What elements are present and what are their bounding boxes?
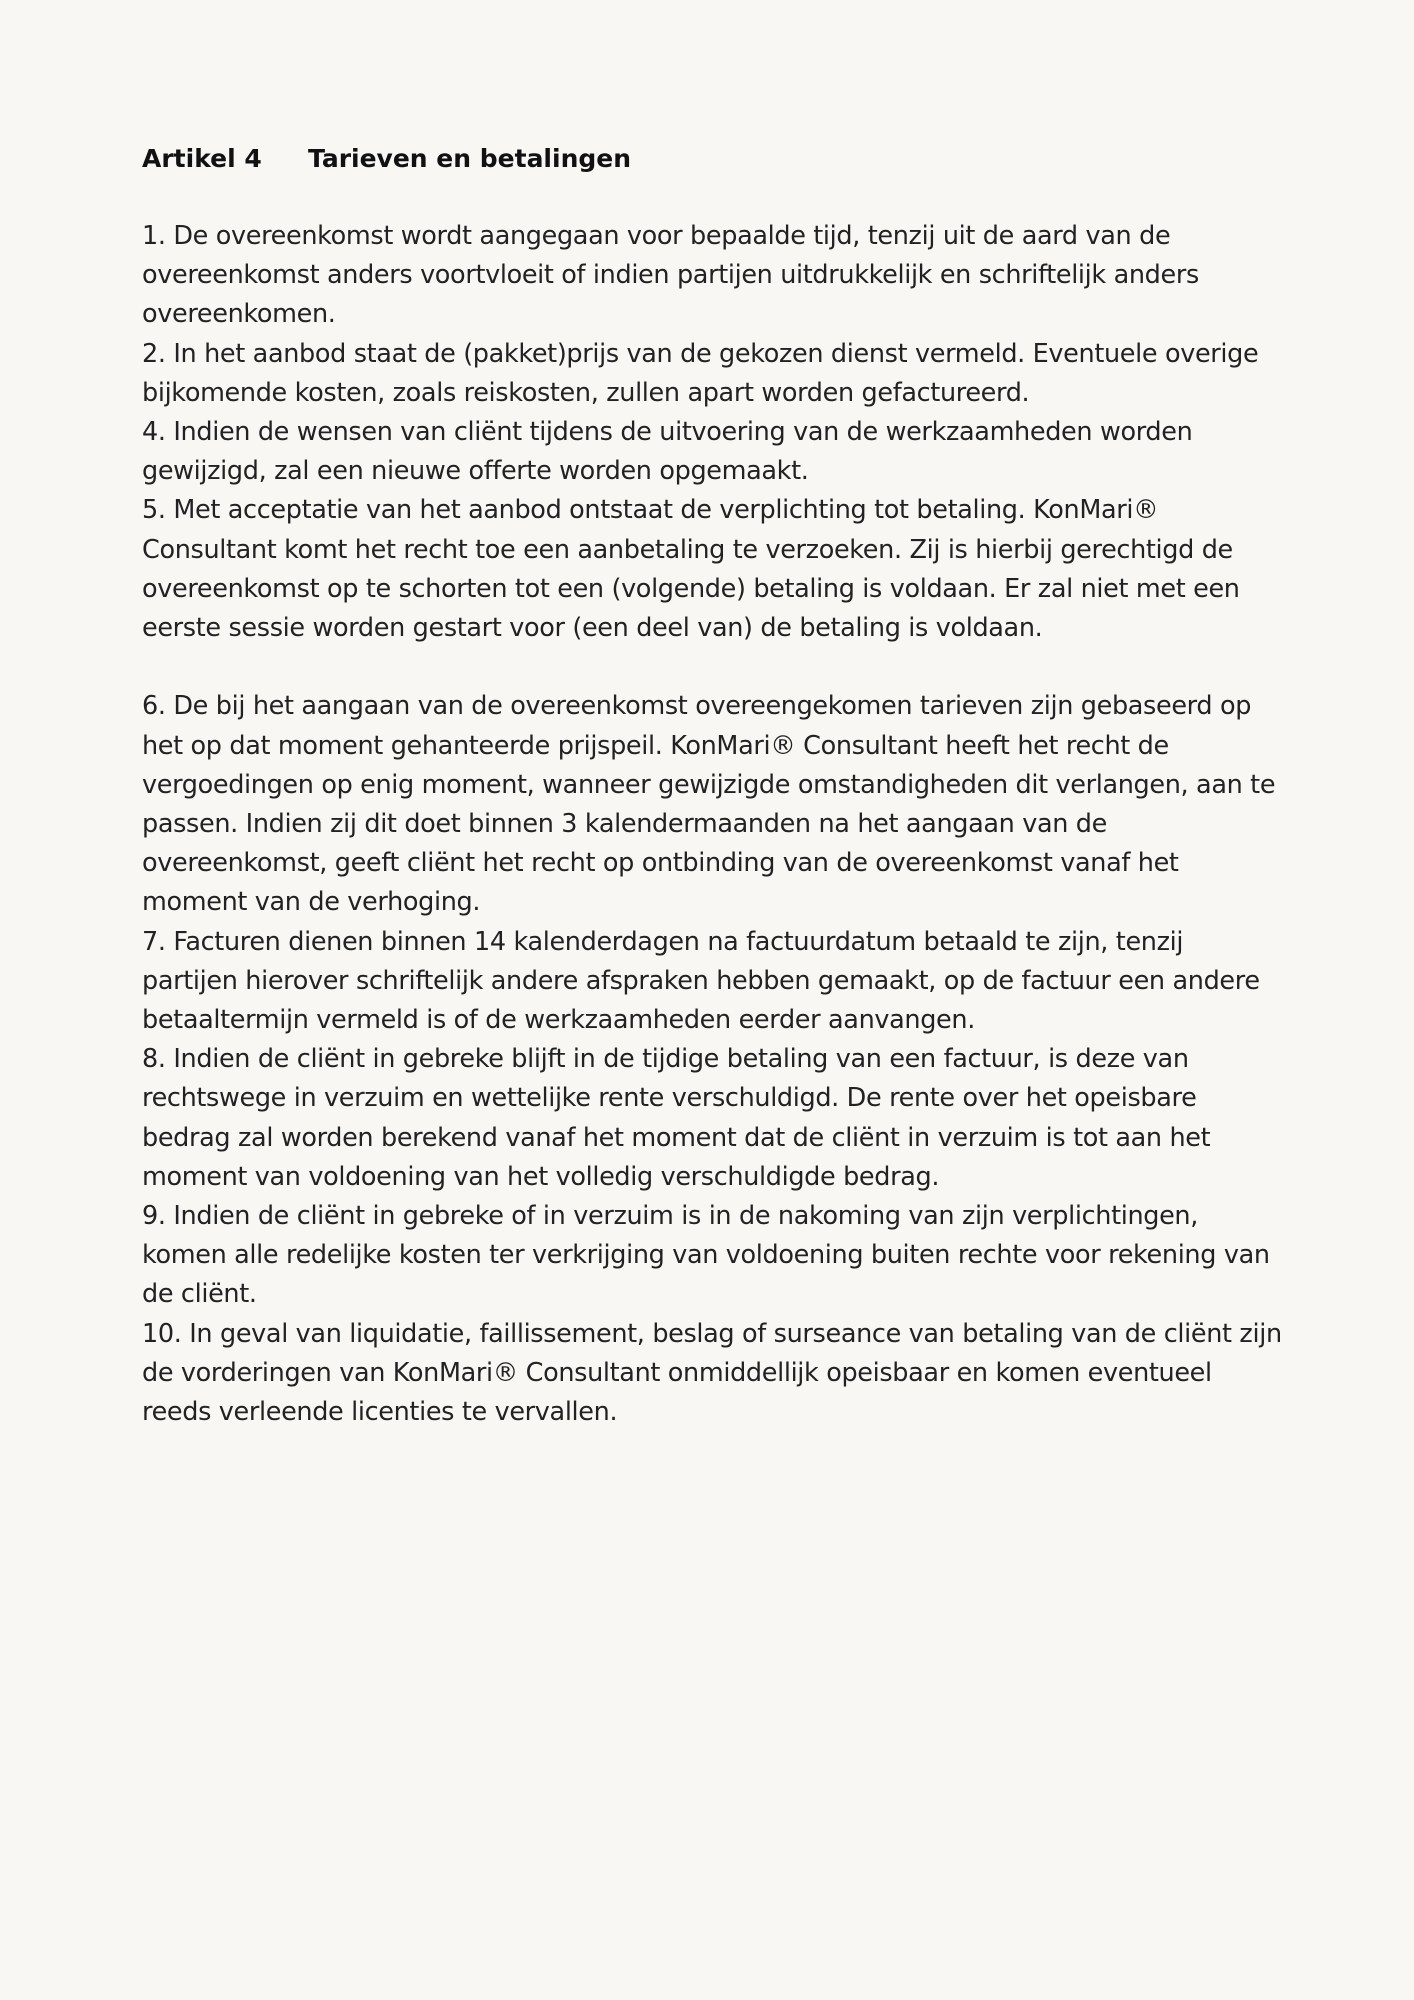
clause-10: 10. In geval van liquidatie, faillissement, beslag of surseance van betaling van de cliënt zijn de vorderingen van KonMari® Consultant onmiddellijk opeisbaar en komen eventueel reeds verleende licenties te vervallen. [142, 1318, 1282, 1428]
article-number: Artikel 4 [142, 144, 262, 173]
clause-7: 7. Facturen dienen binnen 14 kalenderdagen na factuurdatum betaald te zijn, tenzij partijen hierover schriftelijk andere afspraken hebben gemaakt, op de factuur een andere betaaltermijn vermeld is of de werkzaamheden eerder aanvangen. [142, 926, 1260, 1036]
article-title: Tarieven en betalingen [308, 144, 632, 173]
paragraph-spacer [142, 648, 1284, 687]
clause-1: 1. De overeenkomst wordt aangegaan voor bepaalde tijd, tenzij uit de aard van de overeenkomst anders voortvloeit of indien partijen uitdrukkelijk en schriftelijk anders overeenkomen. [142, 221, 1199, 330]
article-heading [142, 143, 1284, 175]
clause-4: 4. Indien de wensen van cliënt tijdens de uitvoering van de werkzaamheden worden gewijzigd, zal een nieuwe offerte worden opgemaakt. [142, 417, 1193, 487]
clause-9: 9. Indien de cliënt in gebreke of in verzuim is in de nakoming van zijn verplichtingen, komen alle redelijke kosten ter verkrijging van voldoening buiten rechte voor rekening van de cliënt. [142, 1201, 1270, 1310]
clause-5: 5. Met acceptatie van het aanbod ontstaat de verplichting tot betaling. KonMari® Consultant komt het recht toe een aanbetaling te verzoeken. Zij is hierbij gerechtigd de overeenkomst op te schorten tot een (volgende) betaling is voldaan. Er zal niet met een eerste sessie worden gestart voor (een deel van) de betaling is voldaan. [142, 495, 1240, 644]
clause-8: 8. Indien de cliënt in gebreke blijft in de tijdige betaling van een factuur, is deze van rechtswege in verzuim en wettelijke rente verschuldigd. De rente over het opeisbare bedrag zal worden berekend vanaf het moment dat de cliënt in verzuim is tot aan het moment van voldoening van het volledig verschuldigde bedrag. [142, 1044, 1211, 1192]
clause-6: 6. De bij het aangaan van de overeenkomst overeengekomen tarieven zijn gebaseerd op het op dat moment gehanteerde prijspeil. KonMari® Consultant heeft het recht de vergoedingen op enig moment, wanneer gewijzigde omstandigheden dit verlangen, aan te passen. Indien zij dit doet binnen 3 kalendermaanden na het aangaan van de overeenkomst, geeft cliënt het recht op ontbinding van de overeenkomst vanaf het moment van de verhoging. [142, 691, 1276, 918]
clause-2: 2. In het aanbod staat de (pakket)prijs van de gekozen dienst vermeld. Eventuele overige bijkomende kosten, zoals reiskosten, zullen apart worden gefactureerd. [142, 338, 1259, 408]
article-body [142, 217, 1284, 1432]
